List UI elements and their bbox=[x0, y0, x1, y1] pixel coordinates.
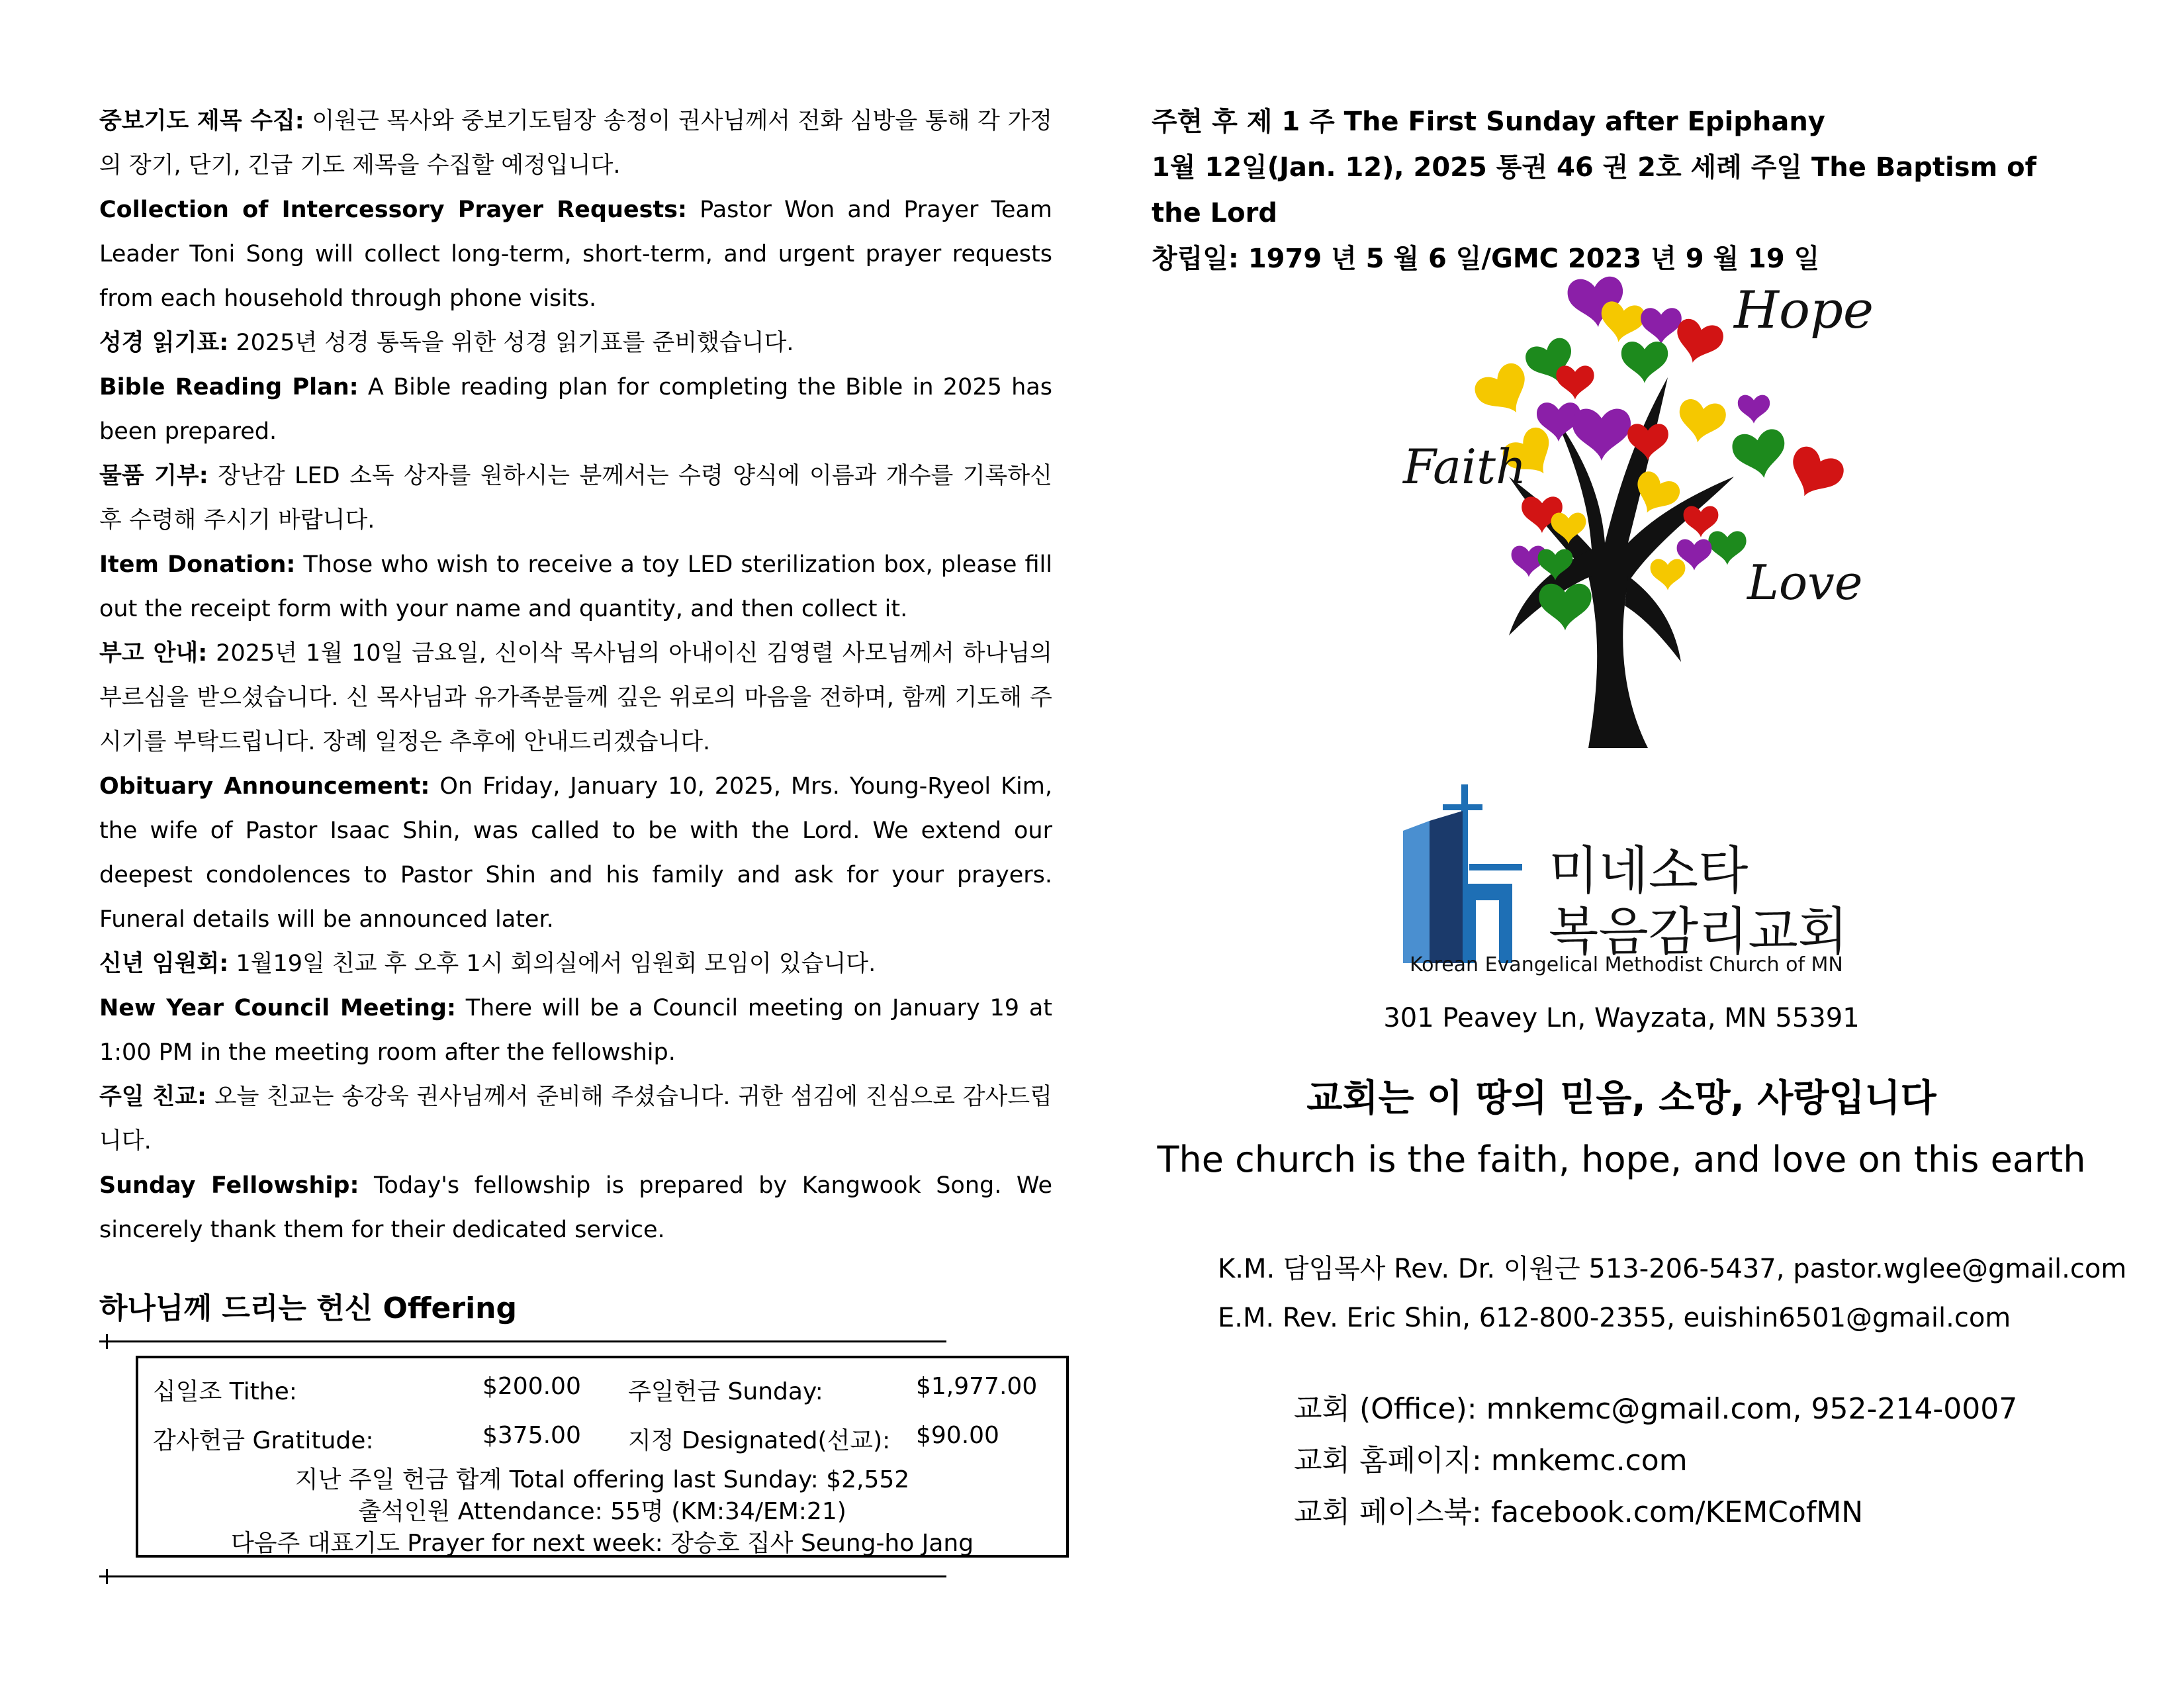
announcement-title: Sunday Fellowship: bbox=[99, 1172, 359, 1199]
announcement-body: A Bible reading plan for completing the Bible in 2025 has been prepared. bbox=[99, 374, 1052, 445]
facebook-contact: 교회 페이스북: facebook.com/KEMCofMN bbox=[1294, 1495, 1864, 1529]
announcement-title: 주일 친교: bbox=[99, 1084, 207, 1110]
church-name-line-2: 복음감리교회 bbox=[1549, 902, 1848, 962]
announcement-bible-en bbox=[99, 365, 1052, 454]
header-line-2: 1월 12일(Jan. 12), 2025 통권 46 권 2호 세례 주일 The Baptism of the Lord bbox=[1152, 152, 2037, 228]
announcement-council-ko bbox=[99, 942, 1052, 986]
announcement-prayer-en bbox=[99, 188, 1052, 321]
em-pastor-line: E.M. Rev. Eric Shin, 612-800-2355, euishin6501@gmail.com bbox=[1218, 1303, 2011, 1333]
announcement-obituary-en bbox=[99, 765, 1052, 942]
announcement-donation-en bbox=[99, 543, 1052, 632]
announcements-section bbox=[99, 99, 1052, 1252]
header-line-3: 창립일: 1979 년 5 월 6 일/GMC 2023 년 9 월 19 일 bbox=[1152, 244, 1820, 274]
gratitude-label: 감사헌금 Gratitude: bbox=[153, 1427, 374, 1454]
pastor-contacts bbox=[1218, 1244, 2126, 1342]
offering-title: 하나님께 드리는 헌신 Offering bbox=[99, 1291, 517, 1325]
designated-label: 지정 Designated(선교): bbox=[628, 1427, 891, 1454]
church-address: 301 Peavey Ln, Wayzata, MN 55391 bbox=[1383, 1003, 1860, 1033]
gratitude-value: $375.00 bbox=[482, 1422, 581, 1449]
designated-value: $90.00 bbox=[916, 1422, 999, 1449]
announcement-fellowship-en bbox=[99, 1164, 1052, 1252]
church-name-english: Korean Evangelical Methodist Church of MN bbox=[1410, 953, 1843, 976]
announcement-title: New Year Council Meeting: bbox=[99, 995, 456, 1021]
announcement-title: Item Donation: bbox=[99, 551, 296, 578]
announcement-prayer-ko bbox=[99, 99, 1052, 188]
tithe-label: 십일조 Tithe: bbox=[153, 1378, 297, 1405]
announcement-bible-ko bbox=[99, 321, 1052, 365]
faith-hope-love-tree-illustration bbox=[1390, 265, 1874, 755]
announcement-body: 장난감 LED 소독 상자를 원하시는 분께서는 수령 양식에 이름과 개수를 기록하신 후 수령해 주시기 바랍니다. bbox=[99, 463, 1052, 534]
announcement-title: Collection of Intercessory Prayer Requests: bbox=[99, 197, 688, 223]
love-word: Love bbox=[1747, 555, 1863, 610]
announcement-body: Today's fellowship is prepared by Kangwook Song. We sincerely thank them for their dedicated service. bbox=[99, 1172, 1052, 1243]
office-contact: 교회 (Office): mnkemc@gmail.com, 952-214-0007 bbox=[1294, 1392, 2018, 1426]
announcement-donation-ko bbox=[99, 454, 1052, 543]
senior-pastor-line: K.M. 담임목사 Rev. Dr. 이원근 513-206-5437, pastor.wglee@gmail.com bbox=[1218, 1254, 2127, 1284]
announcement-body: Those who wish to receive a toy LED sterilization box, please fill out the receipt form with your name and quantity, and then collect it. bbox=[99, 551, 1052, 622]
tithe-value: $200.00 bbox=[482, 1373, 581, 1400]
announcement-fellowship-ko bbox=[99, 1075, 1052, 1164]
announcement-body: There will be a Council meeting on January 19 at 1:00 PM in the meeting room after the fellowship. bbox=[99, 995, 1052, 1066]
bulletin-header bbox=[1152, 99, 2078, 282]
offering-table bbox=[136, 1356, 1069, 1558]
attendance-line: 출석인원 Attendance: 55명 (KM:34/EM:21) bbox=[358, 1498, 846, 1525]
announcement-title: 성경 읽기표: bbox=[99, 330, 229, 356]
prayer-next-week-line: 다음주 대표기도 Prayer for next week: 장승호 집사 Seung-ho Jang bbox=[230, 1530, 974, 1557]
homepage-contact: 교회 홈페이지: mnkemc.com bbox=[1294, 1444, 1688, 1477]
church-contacts bbox=[1294, 1383, 2017, 1538]
announcement-body: 이원근 목사와 중보기도팀장 송정이 권사님께서 전화 심방을 통해 각 가정의 장기, 단기, 긴급 기도 제목을 수집할 예정입니다. bbox=[99, 108, 1052, 179]
announcement-title: 부고 안내: bbox=[99, 640, 208, 667]
hope-word: Hope bbox=[1734, 281, 1874, 340]
church-name-line-1: 미네소타 bbox=[1549, 841, 1749, 901]
announcement-body: 오늘 친교는 송강욱 권사님께서 준비해 주셨습니다. 귀한 섬김에 진심으로 감사드립니다. bbox=[99, 1084, 1052, 1154]
sunday-label: 주일헌금 Sunday: bbox=[628, 1378, 823, 1405]
divider bbox=[99, 1340, 946, 1342]
announcement-body: 2025년 성경 통독을 위한 성경 읽기표를 준비했습니다. bbox=[228, 330, 794, 356]
announcement-title: 중보기도 제목 수집: bbox=[99, 108, 304, 134]
slogan-korean: 교회는 이 땅의 믿음, 소망, 사랑입니다 bbox=[1306, 1077, 1936, 1120]
total-offering-line: 지난 주일 헌금 합계 Total offering last Sunday: $2,552 bbox=[295, 1466, 910, 1493]
divider bbox=[99, 1575, 946, 1577]
church-name-korean bbox=[1549, 841, 1848, 962]
announcement-body: Pastor Won and Prayer Team Leader Toni Song will collect long-term, short-term, and urgent prayer requests from each household through phone visits. bbox=[99, 197, 1052, 312]
announcement-council-en bbox=[99, 986, 1052, 1075]
slogan-english: The church is the faith, hope, and love on this earth bbox=[1157, 1139, 2086, 1180]
announcement-body: On Friday, January 10, 2025, Mrs. Young-Ryeol Kim, the wife of Pastor Isaac Shin, was called to be with the Lord. We extend our deepest condolences to Pastor Shin and his family and ask for your prayers. Funeral details will be announced later. bbox=[99, 773, 1052, 933]
offering-summary bbox=[138, 1464, 1066, 1560]
announcement-title: 물품 기부: bbox=[99, 463, 208, 489]
announcement-obituary-ko bbox=[99, 632, 1052, 765]
header-line-1: 주현 후 제 1 주 The First Sunday after Epiphany bbox=[1152, 107, 1825, 137]
announcement-title: 신년 임원회: bbox=[99, 951, 229, 977]
announcement-body: 2025년 1월 10일 금요일, 신이삭 목사님의 아내이신 김영렬 사모님께서 하나님의 부르심을 받으셨습니다. 신 목사님과 유가족분들께 깊은 위로의 마음을 전하며, 함께 기도해 주시기를 부탁드립니다. 장례 일정은 추후에 안내드리겠습니다. bbox=[99, 640, 1052, 755]
sunday-value: $1,977.00 bbox=[916, 1373, 1038, 1400]
faith-word: Faith bbox=[1403, 439, 1527, 494]
announcement-body: 1월19일 친교 후 오후 1시 회의실에서 임원회 모임이 있습니다. bbox=[228, 951, 876, 977]
announcement-title: Obituary Announcement: bbox=[99, 773, 430, 800]
announcement-title: Bible Reading Plan: bbox=[99, 374, 359, 400]
